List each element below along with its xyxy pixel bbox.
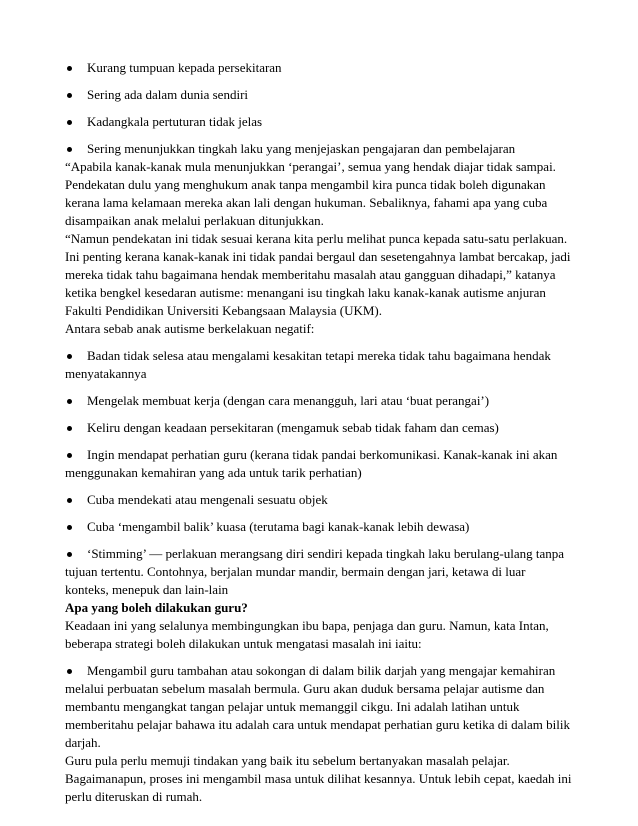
- line-text: kerana lama kelamaan mereka akan lali dengan hukuman. Sebaliknya, fahami apa yang cuba: [65, 195, 548, 210]
- bullet-item: [65, 662, 555, 680]
- paragraph-line: [65, 266, 556, 284]
- line-text: Ini penting kerana kanak-kanak ini tidak pandai bergaul dan sesetengahnya lambat bercakap, jadi: [65, 249, 571, 264]
- line-text: konteks, menepuk dan lain-lain: [65, 582, 229, 597]
- paragraph-line: [65, 770, 572, 788]
- bullet-item: [65, 140, 515, 158]
- line-text: Pendekatan dulu yang menghukum anak tanpa mengambil kira punca tidak boleh digunakan: [65, 177, 546, 192]
- line-text: menggunakan kemahiran yang ada untuk tarik perhatian): [65, 465, 362, 480]
- bullet-item: [65, 86, 248, 104]
- paragraph-line: [65, 212, 324, 230]
- line-text: ketika bengkel kesedaran autisme: menangani isu tingkah laku kanak-kanak autisme anjuran: [65, 285, 546, 300]
- paragraph-line: [65, 194, 547, 212]
- line-text: melalui perbuatan sebelum masalah bermula. Guru akan duduk bersama pelajar autisme dan: [65, 681, 545, 696]
- bullet-dot-icon: [65, 113, 87, 131]
- paragraph-line: [65, 320, 314, 338]
- line-text: Keadaan ini yang selalunya membingungkan ibu bapa, penjaga dan guru. Namun, kata Intan,: [65, 618, 549, 633]
- bullet-dot-icon: [65, 491, 87, 509]
- line-text: Kurang tumpuan kepada persekitaran: [87, 60, 282, 75]
- bullet-dot-icon: [65, 140, 87, 158]
- bullet-item: [65, 446, 557, 464]
- bullet-dot-icon: [65, 518, 87, 536]
- bullet-item: [65, 491, 328, 509]
- bullet-dot-icon: [65, 446, 87, 464]
- line-text: membantu mengangkat tangan pelajar untuk memanggil cikgu. Ini adalah latihan untuk: [65, 699, 520, 714]
- paragraph-line: [65, 248, 570, 266]
- paragraph-line: [65, 176, 546, 194]
- paragraph-line: [65, 230, 567, 248]
- bullet-item: [65, 419, 499, 437]
- bullet-dot-icon: [65, 86, 87, 104]
- paragraph-line: [65, 581, 228, 599]
- line-text: Badan tidak selesa atau mengalami kesakitan tetapi mereka tidak tahu bagaimana hendak: [87, 348, 551, 363]
- bullet-dot-icon: [65, 59, 87, 77]
- paragraph-line: [65, 302, 382, 320]
- bullet-dot-icon: [65, 545, 87, 563]
- bullet-item: [65, 59, 282, 77]
- line-text: Guru pula perlu memuji tindakan yang baik itu sebelum bertanyakan masalah pelajar.: [65, 753, 510, 768]
- line-text: “Namun pendekatan ini tidak sesuai kerana kita perlu melihat punca kepada satu-satu perlakuan.: [65, 231, 568, 246]
- paragraph-line: [65, 734, 101, 752]
- line-text: menyatakannya: [65, 366, 147, 381]
- line-text: Keliru dengan keadaan persekitaran (mengamuk sebab tidak faham dan cemas): [87, 420, 499, 435]
- line-text: Cuba mendekati atau mengenali sesuatu objek: [87, 492, 328, 507]
- line-text: tujuan tertentu. Contohnya, berjalan mundar mandir, bermain dengan jari, ketawa di luar: [65, 564, 526, 579]
- bullet-dot-icon: [65, 347, 87, 365]
- line-text: darjah.: [65, 735, 101, 750]
- paragraph-line: [65, 617, 549, 635]
- paragraph-line: [65, 635, 422, 653]
- line-text: Kadangkala pertuturan tidak jelas: [87, 114, 263, 129]
- paragraph-line: [65, 680, 544, 698]
- line-text: Mengambil guru tambahan atau sokongan di dalam bilik darjah yang mengajar kemahiran: [87, 663, 556, 678]
- paragraph-line: [65, 158, 556, 176]
- bullet-item: [65, 392, 489, 410]
- section-heading: [65, 599, 248, 617]
- line-text: mereka tidak tahu bagaimana hendak memberitahu masalah atau gangguan dihadapi,” katanya: [65, 267, 556, 282]
- bullet-dot-icon: [65, 662, 87, 680]
- bullet-item: [65, 545, 564, 563]
- line-text: “Apabila kanak-kanak mula menunjukkan ‘perangai’, semua yang hendak diajar tidak sampai.: [65, 159, 556, 174]
- bullet-dot-icon: [65, 392, 87, 410]
- bullet-dot-icon: [65, 419, 87, 437]
- line-text: Antara sebab anak autisme berkelakuan negatif:: [65, 321, 315, 336]
- line-text: memberitahu pelajar bahawa itu adalah cara untuk mendapat perhatian guru ketika di dalam bilik: [65, 717, 570, 732]
- line-text: Sering ada dalam dunia sendiri: [87, 87, 249, 102]
- line-text: Fakulti Pendidikan Universiti Kebangsaan Malaysia (UKM).: [65, 303, 382, 318]
- paragraph-line: [65, 365, 147, 383]
- bullet-item: [65, 518, 469, 536]
- line-text: Bagaimanapun, proses ini mengambil masa untuk dilihat kesannya. Untuk lebih cepat, kaedah ini: [65, 771, 572, 786]
- bullet-item: [65, 113, 262, 131]
- line-text: disampaikan anak melalui perlakuan ditunjukkan.: [65, 213, 324, 228]
- bullet-item: [65, 347, 551, 365]
- paragraph-line: [65, 716, 570, 734]
- paragraph-line: [65, 752, 510, 770]
- paragraph-line: [65, 563, 525, 581]
- line-text: Apa yang boleh dilakukan guru?: [65, 600, 248, 615]
- line-text: beberapa strategi boleh dilakukan untuk mengatasi masalah ini iaitu:: [65, 636, 422, 651]
- line-text: Ingin mendapat perhatian guru (kerana tidak pandai berkomunikasi. Kanak-kanak ini akan: [87, 447, 558, 462]
- line-text: perlu diteruskan di rumah.: [65, 789, 203, 804]
- line-text: Mengelak membuat kerja (dengan cara menangguh, lari atau ‘buat perangai’): [87, 393, 490, 408]
- paragraph-line: [65, 698, 520, 716]
- line-text: ‘Stimming’ — perlakuan merangsang diri sendiri kepada tingkah laku berulang-ulang tanpa: [87, 546, 565, 561]
- paragraph-line: [65, 464, 362, 482]
- paragraph-line: [65, 284, 546, 302]
- line-text: Cuba ‘mengambil balik’ kuasa (terutama bagi kanak-kanak lebih dewasa): [87, 519, 470, 534]
- paragraph-line: [65, 788, 202, 806]
- line-text: Sering menunjukkan tingkah laku yang menjejaskan pengajaran dan pembelajaran: [87, 141, 516, 156]
